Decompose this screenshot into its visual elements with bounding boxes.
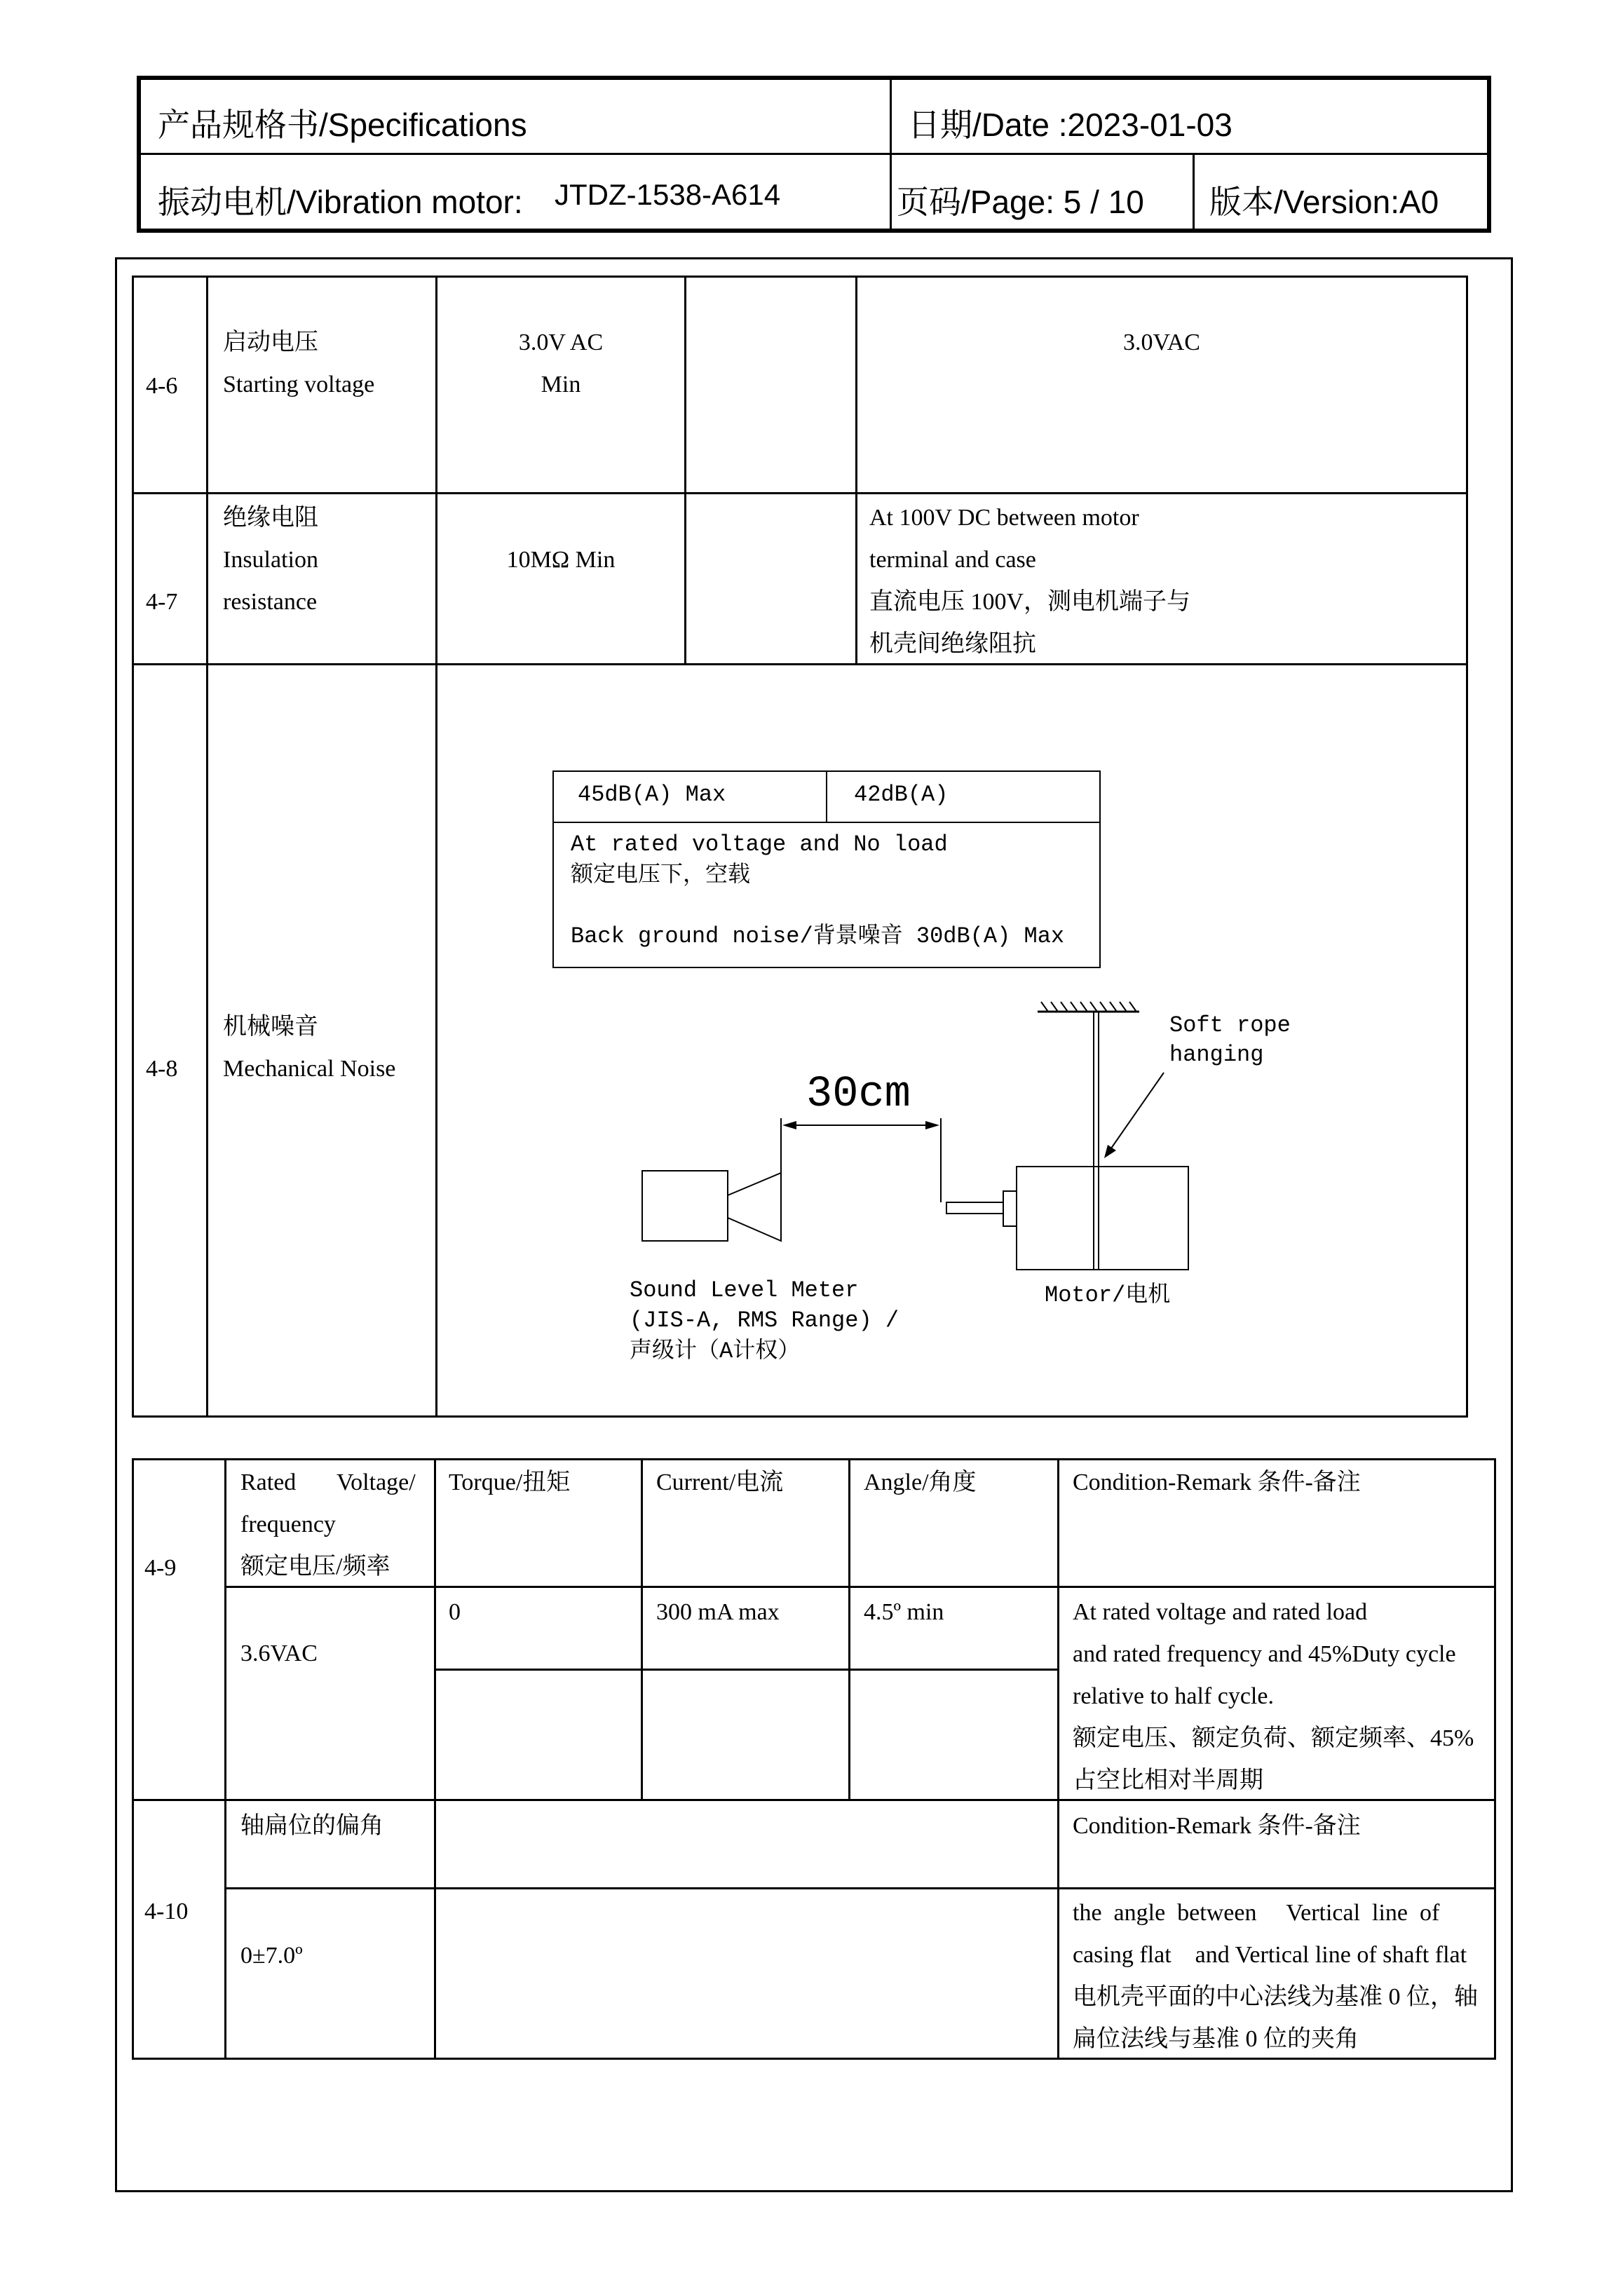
table-line (132, 2058, 1496, 2060)
table-line (435, 1669, 1059, 1671)
param-name-cn: 轴扁位的偏角 (240, 1813, 383, 1839)
table-line (1057, 1458, 1059, 2060)
meter-label: (JIS-A, RMS Range) / (630, 1307, 899, 1333)
product-label: 振动电机/Vibration motor: (158, 184, 523, 220)
spec-value: 3.0V AC (518, 330, 604, 355)
test-condition: and rated frequency and 45%Duty cycle (1073, 1641, 1456, 1667)
rated-voltage: 3.6VAC (240, 1641, 318, 1666)
col-header-condition: Condition-Remark 条件-备注 (1073, 1813, 1361, 1839)
col-header-angle: Angle/角度 (864, 1469, 977, 1495)
page-number: 页码/Page: 5 / 10 (897, 184, 1144, 220)
table-line (206, 276, 208, 1418)
doc-date: 日期/Date :2023-01-03 (908, 107, 1232, 143)
test-condition: 直流电压 100V，测电机端子与 (869, 589, 1191, 615)
param-name-en: Mechanical Noise (223, 1056, 396, 1082)
noise-note: At rated voltage and No load (571, 831, 948, 857)
distance-dimension (781, 1118, 941, 1202)
test-condition: At rated voltage and rated load (1073, 1599, 1368, 1625)
col-header-rated: Voltage/ (337, 1469, 416, 1495)
col-header-rated: frequency (240, 1512, 336, 1537)
table-line (132, 663, 1468, 665)
row-number: 4-7 (146, 589, 178, 615)
param-name-en: Insulation (223, 547, 318, 573)
meter-label: 声级计（A计权） (630, 1338, 801, 1364)
noise-note: Back ground noise/背景噪音 30dB(A) Max (571, 923, 1065, 949)
rope-pointer-arrow (1104, 1073, 1164, 1158)
spec-value: Min (541, 372, 581, 398)
motor-body (1017, 1167, 1188, 1270)
table-line (1466, 276, 1468, 1418)
table-line (848, 1458, 850, 1801)
col-header-condition: Condition-Remark 条件-备注 (1073, 1469, 1361, 1495)
noise-note: 额定电压下，空载 (571, 862, 751, 888)
rope-label: Soft rope (1169, 1012, 1291, 1038)
motor-end-cap (1003, 1191, 1017, 1226)
param-name-cn: 机械噪音 (223, 1014, 318, 1040)
table-line (132, 276, 134, 1418)
table-line (435, 276, 437, 1418)
test-condition: the angle between Vertical line of (1073, 1900, 1440, 1926)
param-name-en: resistance (223, 589, 318, 615)
param-name-cn: 绝缘电阻 (223, 505, 318, 531)
table-line (132, 1415, 1468, 1418)
table-line (641, 1458, 643, 1801)
test-condition: 3.0VAC (1123, 330, 1200, 355)
test-condition: terminal and case (869, 547, 1036, 573)
ceiling-mount (1038, 1002, 1139, 1012)
spec-value: 10MΩ Min (506, 547, 616, 573)
test-condition: At 100V DC between motor (869, 505, 1139, 531)
offset-angle-value: 0±7.0º (240, 1943, 303, 1969)
table-line (226, 1586, 1496, 1588)
noise-typical: 42dB(A) (854, 782, 949, 808)
header-divider (890, 80, 892, 229)
col-header-current: Current/电流 (656, 1469, 784, 1495)
table-line (226, 1887, 1496, 1889)
row-number: 4-10 (144, 1898, 189, 1924)
motor-shaft (946, 1202, 1003, 1214)
meter-horn (728, 1173, 781, 1241)
soft-rope (1094, 1012, 1099, 1269)
meter-label: Sound Level Meter (630, 1277, 859, 1303)
angle-value: 4.5º min (864, 1599, 944, 1625)
test-condition: 扁位法线与基准 0 位的夹角 (1073, 2026, 1359, 2052)
col-header-rated: Rated (240, 1469, 297, 1495)
current-value: 300 mA max (656, 1599, 780, 1625)
col-header-torque: Torque/扭矩 (449, 1469, 571, 1495)
test-condition: casing flat and Vertical line of shaft flat (1073, 1942, 1467, 1968)
test-condition: 机壳间绝缘阻抗 (869, 631, 1036, 657)
test-condition: relative to half cycle. (1073, 1683, 1274, 1709)
doc-title: 产品规格书/Specifications (158, 107, 527, 143)
noise-box-divider (826, 770, 827, 823)
table-line (132, 1799, 1496, 1801)
table-line (132, 492, 1468, 494)
header-divider (141, 153, 1487, 155)
torque-value: 0 (449, 1599, 461, 1625)
test-condition: 占空比相对半周期 (1073, 1767, 1263, 1793)
table-line (132, 276, 1468, 278)
row-number: 4-9 (144, 1555, 177, 1581)
header-divider (1193, 153, 1195, 229)
table-line (684, 276, 686, 665)
doc-version: 版本/Version:A0 (1209, 184, 1439, 220)
motor-label: Motor/电机 (1045, 1282, 1171, 1308)
param-name-en: Starting voltage (223, 372, 375, 398)
table-line (132, 1458, 134, 2060)
row-number: 4-6 (146, 373, 178, 399)
table-line (132, 1458, 1496, 1460)
distance-label: 30cm (806, 1069, 911, 1119)
param-name-cn: 启动电压 (223, 330, 318, 355)
table-line (224, 1458, 226, 2060)
rope-label: hanging (1169, 1042, 1264, 1068)
noise-max: 45dB(A) Max (578, 782, 726, 808)
sound-level-meter (642, 1171, 728, 1241)
col-header-rated: 额定电压/频率 (240, 1554, 391, 1580)
table-line (434, 1458, 436, 2060)
table-line (1494, 1458, 1496, 2060)
test-condition: 电机壳平面的中心法线为基准 0 位，轴 (1073, 1984, 1478, 2010)
test-condition: 额定电压、额定负荷、额定频率、45% (1073, 1725, 1474, 1751)
model-number: JTDZ-1538-A614 (555, 178, 781, 211)
header-table (137, 76, 1491, 233)
row-number: 4-8 (146, 1056, 178, 1082)
